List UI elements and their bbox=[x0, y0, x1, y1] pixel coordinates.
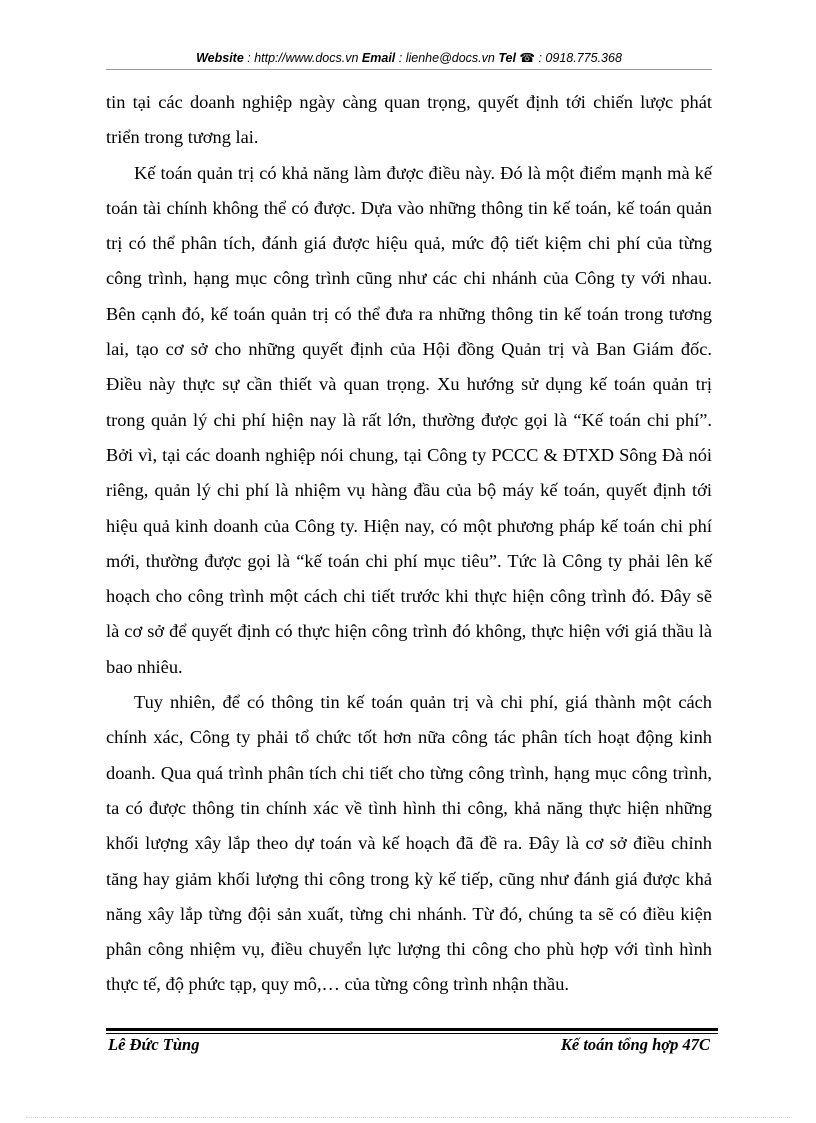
website-value: : http://www.docs.vn bbox=[247, 51, 359, 65]
footer-course: Kế toán tổng hợp 47C bbox=[560, 1035, 710, 1054]
document-body bbox=[106, 85, 712, 1003]
page-header bbox=[106, 50, 712, 66]
header-divider bbox=[106, 69, 712, 70]
email-value: : lienhe@docs.vn bbox=[398, 51, 495, 65]
paragraph-continuation: tin tại các doanh nghiệp ngày càng quan trọng, quyết định tới chiến lược phát triển trong tương lai. bbox=[106, 92, 712, 148]
footer-divider-thick bbox=[106, 1028, 718, 1031]
page-bottom-edge bbox=[26, 1117, 792, 1118]
paragraph: Tuy nhiên, để có thông tin kế toán quản trị và chi phí, giá thành một cách chính xác, Công ty phải tổ chức tốt hơn nữa công tác phân tích hoạt động kinh doanh. Qua quá trình phân tích chi tiết cho từng công trình, hạng mục công trình, ta có được thông tin chính xác về tình hình thi công, khả năng thực hiện những khối lượng xây lắp theo dự toán và kế hoạch đã đề ra. Đây là cơ sở điều chỉnh tăng hay giảm khối lượng thi công trong kỳ kế tiếp, cũng như đánh giá được khả năng xây lắp từng đội sản xuất, từng chi nhánh. Từ đó, chúng ta sẽ có điều kiện phân công nhiệm vụ, điều chuyển lực lượng thi công cho phù hợp với tình hình thực tế, độ phức tạp, quy mô,… của từng công trình nhận thầu. bbox=[106, 692, 712, 995]
tel-label: Tel bbox=[498, 51, 516, 65]
paragraph: Kế toán quản trị có khả năng làm được điều này. Đó là một điểm mạnh mà kế toán tài chính không thể có được. Dựa vào những thông tin kế toán, kế toán quản trị có thể phân tích, đánh giá được hiệu quả, mức độ tiết kiệm chi phí của từng công trình, hạng mục công trình cũng như các chi nhánh của Công ty với nhau. Bên cạnh đó, kế toán quản trị có thể đưa ra những thông tin kế toán trong tương lai, tạo cơ sở cho những quyết định của Hội đồng Quản trị và Ban Giám đốc. Điều này thực sự cần thiết và quan trọng. Xu hướng sử dụng kế toán quản trị trong quản lý chi phí hiện nay là rất lớn, thường được gọi là “Kế toán chi phí”. Bởi vì, tại các doanh nghiệp nói chung, tại Công ty PCCC & ĐTXD Sông Đà nói riêng, quản lý chi phí là nhiệm vụ hàng đầu của bộ máy kế toán, quyết định tới hiệu quả kinh doanh của Công ty. Hiện nay, có một phương pháp kế toán chi phí mới, thường được gọi là “kế toán chi phí mục tiêu”. Tức là Công ty phải lên kế hoạch cho công trình một cách chi tiết trước khi thực hiện công trình đó. Đây sẽ là cơ sở để quyết định có thực hiện công trình đó không, thực hiện với giá thầu là bao nhiêu. bbox=[106, 162, 712, 677]
phone-icon: ☎ bbox=[519, 51, 535, 65]
tel-value: : 0918.775.368 bbox=[538, 51, 622, 65]
website-label: Website bbox=[196, 51, 244, 65]
footer-author: Lê Đức Tùng bbox=[108, 1035, 200, 1054]
email-label: Email bbox=[361, 51, 396, 65]
